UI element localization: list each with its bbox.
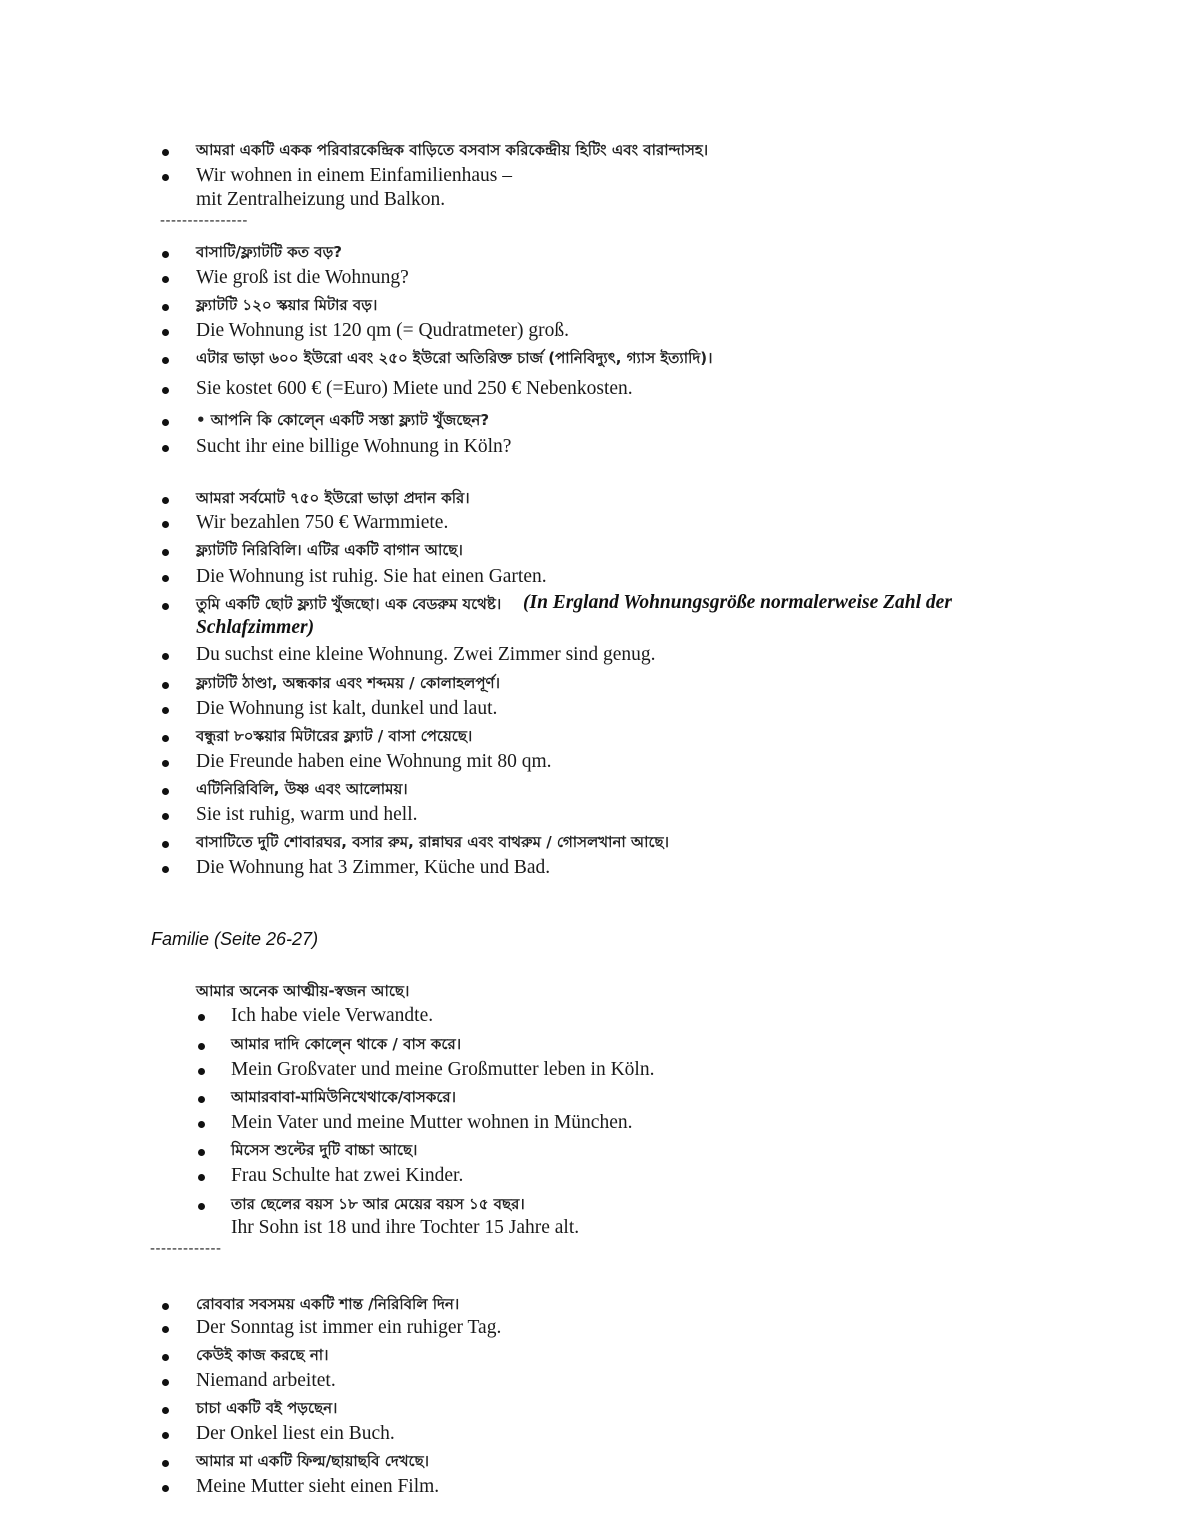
bullet-icon — [198, 1121, 205, 1128]
bullet-icon — [162, 445, 169, 452]
german-sentence: Die Freunde haben eine Wohnung mit 80 qm. — [196, 751, 552, 772]
bullet-icon — [162, 682, 169, 689]
section-heading: Familie (Seite 26-27) — [151, 929, 319, 949]
german-sentence: Ich habe viele Verwandte. — [231, 1005, 434, 1026]
german-sentence: Die Wohnung ist ruhig. Sie hat einen Garten. — [196, 566, 547, 587]
german-sentence: Wir bezahlen 750 € Warmmiete. — [196, 512, 449, 533]
german-sentence: Frau Schulte hat zwei Kinder. — [231, 1165, 464, 1186]
bullet-icon — [162, 575, 169, 582]
bengali-sentence: ফ্ল্যাটটি ১২০ স্কয়ার মিটার বড়। — [196, 296, 378, 314]
german-sentence: Du suchst eine kleine Wohnung. Zwei Zimmer sind genug. — [196, 644, 656, 665]
dashed-divider: ---------------- — [160, 212, 248, 229]
bengali-sentence: আমার দাদি কোল্নে থাকে / বাস করে। — [231, 1035, 462, 1053]
bullet-icon — [198, 1174, 205, 1181]
bullet-icon — [162, 1407, 169, 1414]
bullet-icon — [162, 866, 169, 873]
bengali-sentence: মিসেস শুল্টের দুটি বাচ্চা আছে। — [231, 1141, 418, 1159]
bengali-sentence: আমার মা একটি ফিল্ম/ছায়াছবি দেখছে। — [196, 1452, 430, 1470]
bullet-icon — [162, 1432, 169, 1439]
bengali-sentence: ফ্ল্যাটটি ঠাণ্ডা, অন্ধকার এবং শব্দময় / কোলাহলপূর্ণ। — [196, 674, 500, 692]
bullet-icon — [162, 1379, 169, 1386]
german-sentence: Die Wohnung ist kalt, dunkel und laut. — [196, 698, 498, 719]
bengali-sentence: রোববার সবসময় একটি শান্ত /নিরিবিলি দিন। — [196, 1295, 460, 1313]
bullet-icon — [162, 707, 169, 714]
bullet-icon — [162, 174, 169, 181]
german-sentence: Sie ist ruhig, warm und hell. — [196, 804, 418, 825]
bengali-sentence: এটার ভাড়া ৬০০ ইউরো এবং ২৫০ ইউরো অতিরিক্ত চার্জ (পানিবিদ্যুৎ, গ্যাস ইত্যাদি)। — [196, 349, 713, 367]
bengali-sentence: তুমি একটি ছোট ফ্ল্যাট খুঁজছো। এক বেডরুম যথেষ্ট। — [196, 595, 502, 613]
bullet-icon — [162, 251, 169, 258]
bullet-icon — [162, 1485, 169, 1492]
bullet-icon — [162, 1326, 169, 1333]
german-sentence: Sucht ihr eine billige Wohnung in Köln? — [196, 436, 512, 457]
bullet-icon — [162, 788, 169, 795]
bullet-icon — [198, 1068, 205, 1075]
bullet-icon — [162, 549, 169, 556]
bullet-icon — [162, 329, 169, 336]
german-sentence: Die Wohnung ist 120 qm (= Qudratmeter) groß. — [196, 320, 570, 341]
german-sentence: Die Wohnung hat 3 Zimmer, Küche und Bad. — [196, 857, 551, 878]
bengali-sentence: আমরা সর্বমোট ৭৫০ ইউরো ভাড়া প্রদান করি। — [196, 489, 470, 507]
bengali-sentence: ফ্ল্যাটটি নিরিবিলি। এটির একটি বাগান আছে। — [196, 541, 463, 559]
bengali-sentence: আমার অনেক আত্মীয়-স্বজন আছে। — [196, 982, 410, 1000]
german-sentence: Mein Großvater und meine Großmutter leben in Köln. — [231, 1059, 655, 1080]
german-sentence: Mein Vater und meine Mutter wohnen in München. — [231, 1112, 633, 1133]
bullet-icon — [162, 1354, 169, 1361]
german-sentence: Der Sonntag ist immer ein ruhiger Tag. — [196, 1317, 502, 1338]
bullet-icon — [198, 1203, 205, 1210]
bullet-icon — [162, 653, 169, 660]
italic-note: Schlafzimmer) — [196, 617, 315, 638]
bullet-icon — [162, 149, 169, 156]
bullet-icon — [162, 276, 169, 283]
bengali-sentence: বাসাটিতে দুটি শোবারঘর, বসার রুম, রান্নাঘর এবং বাথরুম / গোসলখানা আছে। — [196, 833, 669, 851]
bullet-icon — [198, 1014, 205, 1021]
bullet-icon — [162, 841, 169, 848]
german-sentence: Meine Mutter sieht einen Film. — [196, 1476, 440, 1497]
bullet-icon — [162, 603, 169, 610]
bullet-icon — [162, 497, 169, 504]
bengali-sentence: কেউই কাজ করছে না। — [196, 1346, 329, 1364]
german-sentence: Wir wohnen in einem Einfamilienhaus – — [196, 165, 513, 186]
german-sentence: Wie groß ist die Wohnung? — [196, 267, 409, 288]
german-sentence: Ihr Sohn ist 18 und ihre Tochter 15 Jahre alt. — [231, 1217, 580, 1238]
italic-note: (In Ergland Wohnungsgröße normalerweise Zahl der — [523, 592, 952, 613]
bengali-sentence: বাসাটি/ফ্ল্যাটটি কত বড়? — [196, 243, 342, 261]
bullet-icon — [162, 813, 169, 820]
bullet-icon — [162, 1460, 169, 1467]
bengali-sentence: বন্ধুরা ৮০স্কয়ার মিটারের ফ্ল্যাট / বাসা পেয়েছে। — [196, 727, 473, 745]
bengali-sentence: • আপনি কি কোল্নে একটি সস্তা ফ্ল্যাট খুঁজছেন? — [196, 411, 490, 429]
bullet-icon — [198, 1043, 205, 1050]
bullet-icon — [162, 387, 169, 394]
german-sentence: mit Zentralheizung und Balkon. — [196, 189, 446, 210]
bullet-icon — [198, 1096, 205, 1103]
german-sentence: Sie kostet 600 € (=Euro) Miete und 250 € Nebenkosten. — [196, 378, 633, 399]
dashed-divider: ------------- — [150, 1240, 222, 1257]
bullet-icon — [162, 304, 169, 311]
bengali-sentence: এটিনিরিবিলি, উষ্ণ এবং আলোময়। — [196, 780, 408, 798]
bullet-icon — [162, 760, 169, 767]
bullet-icon — [198, 1149, 205, 1156]
german-sentence: Der Onkel liest ein Buch. — [196, 1423, 395, 1444]
bengali-sentence: তার ছেলের বয়স ১৮ আর মেয়ের বয়স ১৫ বছর। — [231, 1195, 525, 1213]
bengali-sentence: আমারবাবা-মামিউনিখেথাকে/বাসকরে। — [231, 1088, 456, 1106]
german-sentence: Niemand arbeitet. — [196, 1370, 336, 1391]
bullet-icon — [162, 735, 169, 742]
bullet-icon — [162, 521, 169, 528]
bengali-sentence: আমরা একটি একক পরিবারকেন্দ্রিক বাড়িতে বসবাস করিকেন্দ্রীয় হিটিং এবং বারান্দাসহ। — [196, 141, 709, 159]
bullet-icon — [162, 357, 169, 364]
bengali-sentence: চাচা একটি বই পড়ছেন। — [196, 1399, 338, 1417]
bullet-icon — [162, 419, 169, 426]
bullet-icon — [162, 1303, 169, 1310]
